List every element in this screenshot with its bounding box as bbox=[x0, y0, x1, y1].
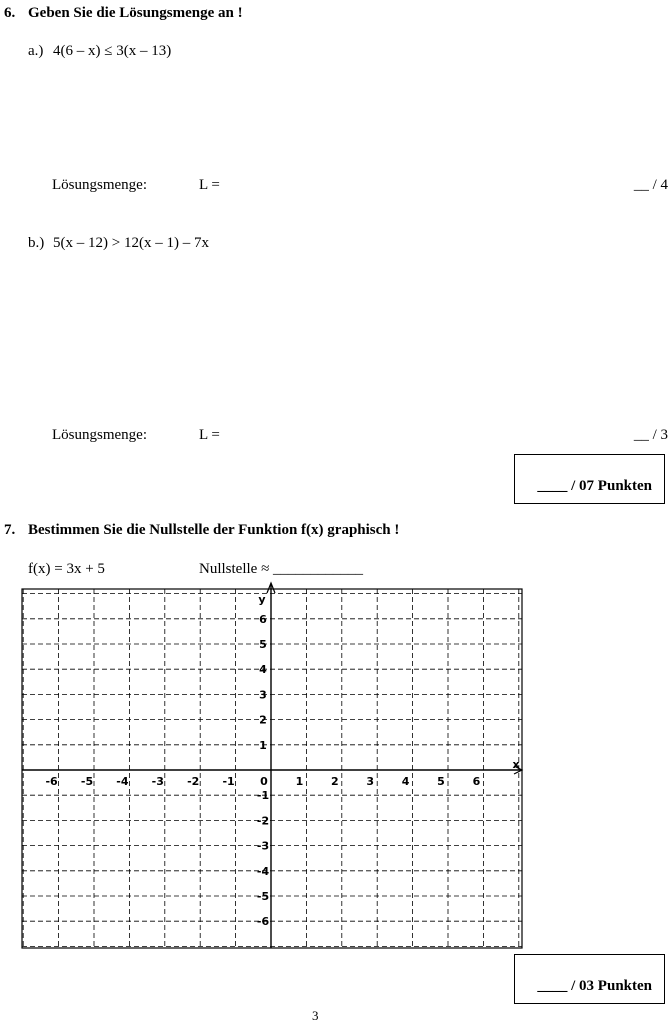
task7-score-box bbox=[514, 954, 665, 1004]
y-tick-label: -4 bbox=[256, 864, 270, 878]
grid-lines bbox=[22, 589, 522, 948]
task6b-points: __ / 3 bbox=[633, 427, 668, 443]
y-tick-label: 4 bbox=[259, 663, 267, 677]
y-tick-label: -2 bbox=[256, 814, 270, 828]
x-tick-label: 3 bbox=[366, 775, 375, 788]
task7-zero-label: Nullstelle ≈ ____________ bbox=[199, 561, 364, 577]
y-tick-label: 5 bbox=[259, 638, 267, 651]
task6-total: ____ / 07 Punkten bbox=[537, 478, 652, 494]
axes bbox=[22, 583, 522, 948]
x-tick-label: 2 bbox=[330, 775, 339, 788]
x-tick-label: -6 bbox=[45, 775, 58, 788]
x-tick-label: 4 bbox=[401, 775, 410, 788]
task6b-solution-label: Lösungsmenge: bbox=[52, 427, 147, 443]
task6b-set-label: L = bbox=[199, 427, 220, 443]
y-tick-label: -3 bbox=[256, 839, 270, 853]
x-tick-label: -3 bbox=[151, 775, 164, 788]
task6b-label: b.) bbox=[28, 235, 45, 251]
y-tick-label: 6 bbox=[259, 612, 267, 626]
x-tick-label: -2 bbox=[187, 775, 200, 788]
y-tick-label: -1 bbox=[256, 789, 270, 803]
task6a-label: a.) bbox=[28, 43, 44, 59]
task6a-expression: 4(6 – x) ≤ 3(x – 13) bbox=[53, 43, 172, 59]
task7-number: 7. bbox=[4, 522, 16, 538]
y-tick-label: -6 bbox=[256, 915, 270, 929]
grid-border bbox=[22, 589, 522, 948]
x-axis-label: x bbox=[512, 758, 520, 771]
y-tick-label: -5 bbox=[256, 890, 270, 903]
y-axis-label: y bbox=[258, 593, 266, 606]
x-tick-label: 6 bbox=[472, 775, 481, 788]
y-tick-label: 2 bbox=[259, 713, 267, 727]
task6a-set-label: L = bbox=[199, 177, 220, 193]
x-tick-label: 5 bbox=[437, 775, 445, 788]
task6a-points: __ / 4 bbox=[633, 177, 668, 193]
task6a-solution-label: Lösungsmenge: bbox=[52, 177, 147, 193]
x-tick-label: 0 bbox=[260, 775, 268, 788]
x-tick-label: -4 bbox=[116, 775, 129, 788]
task7-heading: Bestimmen Sie die Nullstelle der Funktion f(x) graphisch ! bbox=[28, 522, 400, 538]
x-tick-label: -5 bbox=[80, 775, 94, 788]
x-tick-label: 1 bbox=[295, 775, 304, 788]
task7-total: ____ / 03 Punkten bbox=[537, 978, 652, 994]
tick-labels bbox=[45, 593, 519, 928]
y-tick-label: 1 bbox=[259, 738, 267, 752]
page-number: 3 bbox=[312, 1008, 319, 1023]
task6b-expression: 5(x – 12) > 12(x – 1) – 7x bbox=[53, 235, 209, 251]
task6-heading: Geben Sie die Lösungsmenge an ! bbox=[28, 5, 243, 21]
task7-function: f(x) = 3x + 5 bbox=[28, 561, 105, 577]
task6-number: 6. bbox=[4, 5, 16, 21]
y-tick-label: 3 bbox=[259, 688, 267, 702]
x-tick-label: -1 bbox=[222, 775, 235, 788]
